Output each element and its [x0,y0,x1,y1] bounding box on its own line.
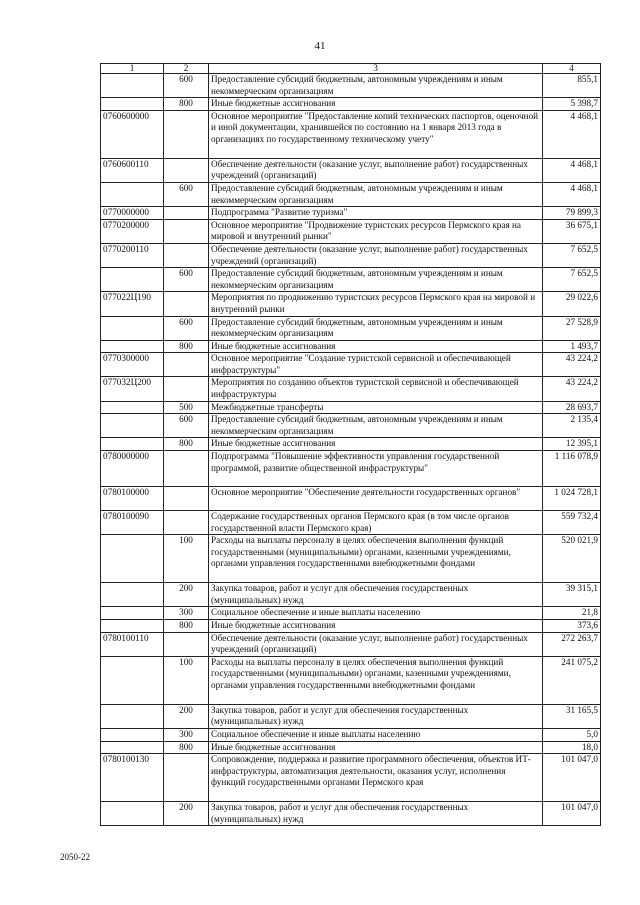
column-header-4: 4 [543,64,601,74]
table-header-row [101,64,601,74]
row-amount: 5,0 [543,728,601,741]
row-expense-type [164,632,209,656]
row-code: 0780000000 [101,451,164,487]
row-amount: 18,0 [543,741,601,754]
row-name: Предоставление субсидий бюджетным, автономным учреждениям и иным некоммерческим организациям [209,74,543,98]
row-code [101,607,164,620]
row-name: Предоставление субсидий бюджетным, автономным учреждениям и иным некоммерческим организациям [209,316,543,340]
table-row [101,243,601,267]
row-expense-type: 800 [164,620,209,633]
row-code: 0780100110 [101,632,164,656]
row-amount: 241 075,2 [543,656,601,704]
row-expense-type [164,353,209,377]
row-amount: 12 395,1 [543,438,601,451]
row-name: Межбюджетные трансферты [209,401,543,414]
row-expense-type [164,754,209,802]
row-expense-type: 600 [164,182,209,206]
row-amount: 29 022,6 [543,292,601,316]
row-expense-type [164,207,209,220]
table-row [101,754,601,802]
row-amount: 559 732,4 [543,511,601,535]
row-amount: 855,1 [543,74,601,98]
row-name: Основное мероприятие "Предоставление копий технических паспортов, оценочной и иной документации, хранившейся по состоянию на 1 января 2013 года в организациях по государственному техническому учету" [209,110,543,158]
row-amount: 79 899,3 [543,207,601,220]
row-code: 0780100000 [101,487,164,511]
row-amount: 39 315,1 [543,583,601,607]
table-row [101,158,601,182]
table-row [101,414,601,438]
row-expense-type [164,158,209,182]
table-row [101,583,601,607]
row-name: Иные бюджетные ассигнования [209,98,543,111]
row-name: Иные бюджетные ассигнования [209,438,543,451]
row-code [101,414,164,438]
table-row [101,401,601,414]
row-amount: 373,6 [543,620,601,633]
column-header-3: 3 [209,64,543,74]
table-row [101,207,601,220]
row-amount: 2 135,4 [543,414,601,438]
row-expense-type: 500 [164,401,209,414]
row-amount: 21,8 [543,607,601,620]
table-row [101,728,601,741]
row-name: Расходы на выплаты персоналу в целях обеспечения выполнения функций государственными (муниципальными) органами, казенными учреждениями, органами управления государственными внебюджетными фондами [209,535,543,583]
row-name: Содержание государственных органов Пермского края (в том числе органов государственной власти Пермского края) [209,511,543,535]
table-row [101,438,601,451]
row-name: Подпрограмма "Повышение эффективности управления государственной программой, развитие общественной инфраструктуры" [209,451,543,487]
row-code [101,802,164,826]
row-code [101,401,164,414]
row-code [101,182,164,206]
row-expense-type [164,487,209,511]
column-header-2: 2 [164,64,209,74]
row-name: Предоставление субсидий бюджетным, автономным учреждениям и иным некоммерческим организациям [209,182,543,206]
table-row [101,74,601,98]
table-row [101,632,601,656]
document-code: 2050-22 [60,852,90,862]
row-expense-type: 200 [164,583,209,607]
row-code [101,316,164,340]
row-code [101,535,164,583]
table-row [101,656,601,704]
row-amount: 1 024 728,1 [543,487,601,511]
row-name: Расходы на выплаты персоналу в целях обеспечения выполнения функций государственными (муниципальными) органами, казенными учреждениями, органами управления государственными внебюджетными фондами [209,656,543,704]
row-amount: 36 675,1 [543,219,601,243]
row-name: Иные бюджетные ассигнования [209,620,543,633]
table-row [101,110,601,158]
row-expense-type: 800 [164,340,209,353]
row-code [101,438,164,451]
row-amount: 7 652,5 [543,243,601,267]
row-code [101,656,164,704]
row-expense-type: 800 [164,741,209,754]
row-name: Основное мероприятие "Создание туристской сервисной и обеспечивающей инфраструктуры" [209,353,543,377]
row-expense-type [164,511,209,535]
row-amount: 4 468,1 [543,182,601,206]
row-expense-type: 600 [164,316,209,340]
budget-table [100,63,601,826]
table-row [101,98,601,111]
row-amount: 31 165,5 [543,704,601,728]
row-expense-type [164,377,209,401]
page-number: 41 [314,40,326,52]
row-name: Мероприятия по созданию объектов туристской сервисной и обеспечивающей инфраструктуры [209,377,543,401]
table-row [101,182,601,206]
row-amount: 4 468,1 [543,158,601,182]
table-row [101,620,601,633]
row-amount: 27 528,9 [543,316,601,340]
row-name: Мероприятия по продвижению туристских ресурсов Пермского края на мировой и внутренний рынки [209,292,543,316]
row-name: Иные бюджетные ассигнования [209,741,543,754]
table-row [101,292,601,316]
row-expense-type: 200 [164,802,209,826]
row-code [101,620,164,633]
row-expense-type: 100 [164,656,209,704]
row-code [101,74,164,98]
row-code: 077022Ц190 [101,292,164,316]
table-row [101,741,601,754]
row-name: Обеспечение деятельности (оказание услуг, выполнение работ) государственных учреждений (организаций) [209,243,543,267]
row-code [101,583,164,607]
row-code [101,728,164,741]
table-row [101,340,601,353]
row-code: 077032Ц200 [101,377,164,401]
row-name: Подпрограмма "Развитие туризма" [209,207,543,220]
row-code: 0770300000 [101,353,164,377]
row-expense-type: 600 [164,414,209,438]
row-name: Сопровождение, поддержка и развитие программного обеспечения, объектов ИТ-инфраструктуры, автоматизация деятельности, оказания услуг, исполнения функций государственными органами Пермского края [209,754,543,802]
row-expense-type: 100 [164,535,209,583]
row-name: Социальное обеспечение и иные выплаты населению [209,607,543,620]
row-code: 0770200000 [101,219,164,243]
table-row [101,535,601,583]
row-amount: 1 493,7 [543,340,601,353]
table-row [101,316,601,340]
row-amount: 272 263,7 [543,632,601,656]
row-expense-type: 600 [164,268,209,292]
row-code [101,741,164,754]
row-expense-type: 200 [164,704,209,728]
row-amount: 101 047,0 [543,802,601,826]
row-name: Основное мероприятие "Обеспечение деятельности государственных органов" [209,487,543,511]
row-name: Иные бюджетные ассигнования [209,340,543,353]
row-amount: 101 047,0 [543,754,601,802]
row-code [101,704,164,728]
row-name: Закупка товаров, работ и услуг для обеспечения государственных (муниципальных) нужд [209,583,543,607]
row-code: 0760600000 [101,110,164,158]
row-expense-type [164,219,209,243]
row-amount: 28 693,7 [543,401,601,414]
row-amount: 5 398,7 [543,98,601,111]
row-name: Основное мероприятие "Продвижение туристских ресурсов Пермского края на мировой и внутренний рынки" [209,219,543,243]
row-expense-type [164,243,209,267]
row-code: 0770000000 [101,207,164,220]
row-name: Обеспечение деятельности (оказание услуг, выполнение работ) государственных учреждений (организаций) [209,158,543,182]
row-expense-type: 300 [164,728,209,741]
column-header-1: 1 [101,64,164,74]
table-row [101,511,601,535]
table-row [101,487,601,511]
row-expense-type: 300 [164,607,209,620]
row-amount: 520 021,9 [543,535,601,583]
table-row [101,353,601,377]
row-code: 0770200110 [101,243,164,267]
row-expense-type: 600 [164,74,209,98]
row-code: 0780100130 [101,754,164,802]
table-row [101,704,601,728]
table-row [101,268,601,292]
row-expense-type [164,110,209,158]
row-name: Закупка товаров, работ и услуг для обеспечения государственных (муниципальных) нужд [209,802,543,826]
table-row [101,451,601,487]
row-expense-type: 800 [164,98,209,111]
row-code [101,98,164,111]
row-amount: 7 652,5 [543,268,601,292]
row-name: Закупка товаров, работ и услуг для обеспечения государственных (муниципальных) нужд [209,704,543,728]
row-amount: 43 224,2 [543,353,601,377]
row-code: 0780100090 [101,511,164,535]
row-expense-type [164,292,209,316]
row-code [101,268,164,292]
row-expense-type [164,451,209,487]
row-expense-type: 800 [164,438,209,451]
row-code [101,340,164,353]
row-code: 0760600110 [101,158,164,182]
row-name: Социальное обеспечение и иные выплаты населению [209,728,543,741]
table-row [101,377,601,401]
row-name: Предоставление субсидий бюджетным, автономным учреждениям и иным некоммерческим организациям [209,268,543,292]
table-row [101,219,601,243]
row-amount: 4 468,1 [543,110,601,158]
row-name: Предоставление субсидий бюджетным, автономным учреждениям и иным некоммерческим организациям [209,414,543,438]
table-row [101,607,601,620]
row-name: Обеспечение деятельности (оказание услуг, выполнение работ) государственных учреждений (организаций) [209,632,543,656]
table-row [101,802,601,826]
row-amount: 1 116 078,9 [543,451,601,487]
row-amount: 43 224,2 [543,377,601,401]
